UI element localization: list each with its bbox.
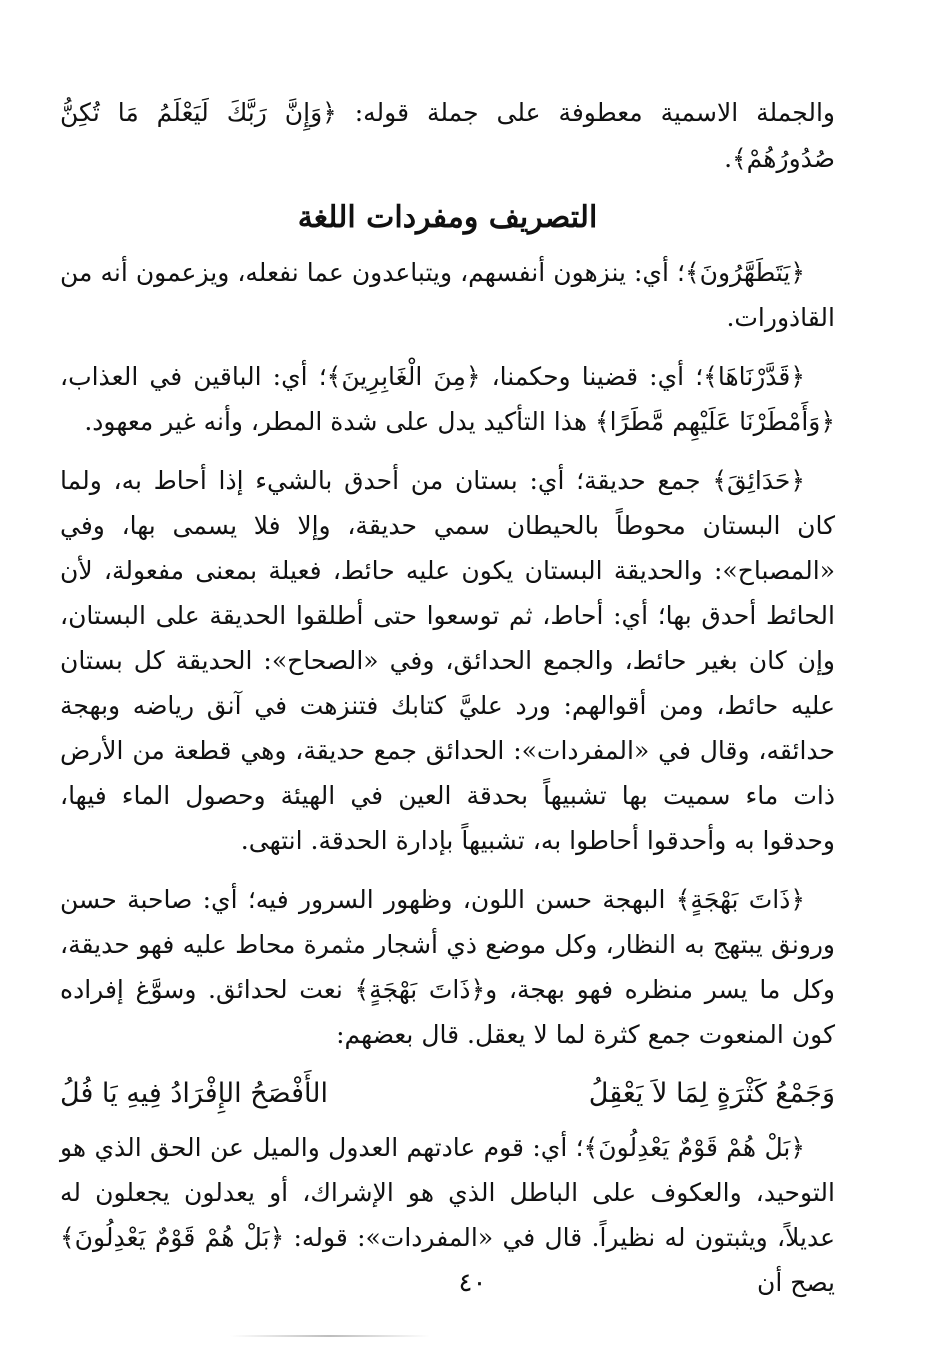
- page-body: [60, 90, 835, 1319]
- paragraph-gardens: ﴿حَدَائِقَ﴾ جمع حديقة؛ أي: بستان من أحدق بالشيء إذا أحاط به، ولما كان البستان محوطاً بالحيطان سمي حديقة، وإلا فلا يسمى بها، وفي «المصباح»: والحديقة البستان يكون عليه حائط، فعيلة بمعنى مفعولة، لأن الحائط أحدق بها؛ أي: أحاط، ثم توسعوا حتى أطلقوا الحديقة على البستان، وإن كان بغير حائط، والجمع الحدائق، وفي «الصحاح»: الحديقة كل بستان عليه حائط، ومن أقوالهم: ورد عليَّ كتابك فتنزهت في آنق رياضه وبهجة حدائقه، وقال في «المفردات»: الحدائق جمع حديقة، وهي قطعة من الأرض ذات ماء سميت بها تشبيهاً بحدقة العين في الهيئة وحصول الماء فيها، وحدقوا به وأحدقوا أحاطوا به، تشبيهاً بإدارة الحدقة. انتهى.: [60, 466, 835, 855]
- paragraph-purify: ﴿يَتَطَهَّرُونَ﴾؛ أي: ينزهون أنفسهم، ويتباعدون عما نفعله، ويزعمون أنه من القاذورات.: [60, 258, 835, 332]
- poetry-verse: [60, 1071, 835, 1117]
- intro-line: والجملة الاسمية معطوفة على جملة قوله: ﴿وَإِنَّ رَبَّكَ لَيَعْلَمُ مَا تُكِنُّ صُدُورُهُمْ﴾.: [60, 98, 835, 173]
- verse-first-hemistich: وَجَمْعُ كَثْرَةٍ لِمَا لاَ يَعْقِلُ: [588, 1078, 835, 1109]
- verse-second-hemistich: الأَفْصَحُ الإِفْرَادُ فِيهِ يَا فُلُ: [60, 1078, 328, 1109]
- section-title: التصريف ومفردات اللغة: [297, 200, 598, 235]
- page-number: ٤٠: [458, 1268, 487, 1298]
- paragraph-beauty: ﴿ذَاتَ بَهْجَةٍ﴾ البهجة حسن اللون، وظهور السرور فيه؛ أي: صاحبة حسن ورونق يبتهج به النظار، وكل موضع ذي أشجار مثمرة محاط عليه فهو حديقة، وكل ما يسر منظره فهو بهجة، و﴿ذَاتَ بَهْجَةٍ﴾ نعت لحدائق. وسوَّغ إفراده كون المنعوت جمع كثرة لما لا يعقل. قال بعضهم:: [60, 885, 835, 1049]
- paragraph-deviate: ﴿بَلْ هُمْ قَوْمٌ يَعْدِلُونَ﴾؛ أي: قوم عادتهم العدول والميل عن الحق الذي هو التوحيد، والعكوف على الباطل الذي هو الإشراك، أو يعدلون يجعلون له عديلاً، ويثبتون له نظيراً. قال في «المفردات»: قوله: ﴿بَلْ هُمْ قَوْمٌ يَعْدِلُونَ﴾ يصح أن: [60, 1133, 835, 1297]
- paragraph-decreed: ﴿قَدَّرْنَاهَا﴾؛ أي: قضينا وحكمنا، ﴿مِنَ الْغَابِرِينَ﴾؛ أي: الباقين في العذاب، ﴿وَأَمْطَرْنَا عَلَيْهِم مَّطَرًا﴾ هذا التأكيد يدل على شدة المطر، وأنه غير معهود.: [60, 362, 835, 436]
- scan-mark: [230, 1335, 430, 1337]
